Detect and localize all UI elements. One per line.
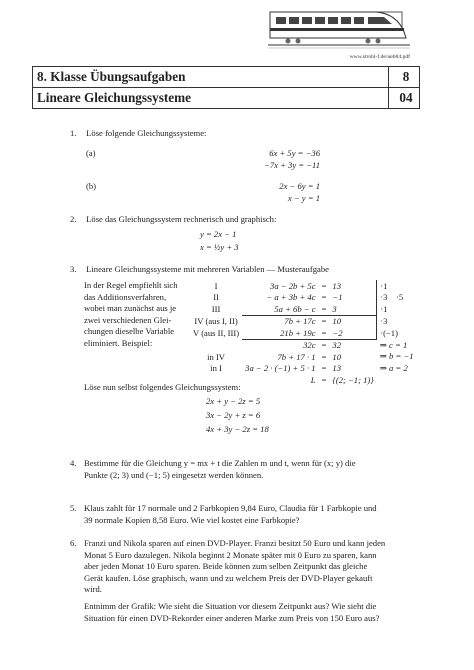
eq-row	[190, 315, 417, 327]
eq-right: 13	[332, 280, 341, 291]
task3-explanation	[84, 280, 190, 350]
eq-sign: =	[321, 340, 327, 351]
task1-b-eq1: 2x − 6y = 1	[279, 181, 320, 191]
task5-line: 39 normale Kopien 8,58 Euro. Wie viel kostet eine Farbkopie?	[84, 514, 300, 525]
eq-row	[190, 280, 417, 292]
eq-left: 7b + 17c	[284, 316, 316, 327]
task2-eq1: y = 2x − 1	[200, 229, 237, 239]
eq-sign: =	[321, 363, 327, 374]
eq-right: 10	[332, 316, 341, 327]
eq-op: ·1	[377, 280, 417, 292]
task3-subtext: Löse nun selbst folgendes Gleichungssystem:	[84, 382, 241, 392]
eq-sign: =	[321, 374, 327, 385]
task1-a-eq2: −7x + 3y = −11	[264, 160, 320, 170]
eq-left: 5a + 6b − c	[242, 303, 318, 315]
eq-row	[190, 351, 417, 363]
task3-number: 3.	[70, 264, 77, 274]
task3-system-eq: 4x + 3y − 2z = 18	[206, 424, 269, 434]
task2-text: Löse das Gleichungssystem rechnerisch und graphisch:	[86, 214, 277, 224]
task3-system-eq: 2x + y − 2z = 5	[206, 396, 261, 406]
eq-left: 21b + 19c	[242, 327, 318, 339]
task3-equation-table	[190, 280, 417, 386]
eq-label: V (aus II, III)	[193, 328, 240, 338]
task3-explanation-line: wobei man zunächst aus je	[84, 303, 177, 314]
task1-a-eq1: 6x + 5y = −36	[269, 148, 320, 158]
eq-left: 32c	[303, 340, 316, 351]
task3-explanation-line: In der Regel empfiehlt sich	[84, 280, 178, 290]
eq-label	[190, 339, 242, 351]
eq-sign: =	[321, 351, 327, 362]
eq-op: ·(−1)	[377, 327, 417, 339]
task6-line: Franzi und Nikola sparen auf einen DVD-Player. Franzi besitzt 50 Euro und kann jeden	[84, 538, 386, 548]
task3-explanation-line: das Additionsverfahren,	[84, 291, 167, 302]
header-num-1: 8	[402, 69, 410, 84]
eq-right: 3	[329, 303, 376, 315]
task1-b-eq2: x − y = 1	[287, 193, 320, 203]
task4-number: 4.	[70, 458, 77, 468]
task5	[70, 503, 377, 526]
task6-line: Gerät kaufen. Löse graphisch, wann und zu welchem Preis der DVD-Player gekauft	[84, 572, 373, 583]
header-row-2	[33, 88, 419, 108]
eq-op: ·1	[377, 303, 417, 315]
eq-row	[190, 292, 417, 304]
eq-result: ⇒ b = −1	[379, 351, 414, 362]
task4-line: Punkte (2; 3) und (−1; 5) eingesetzt werden können.	[84, 469, 264, 480]
task1-number: 1.	[70, 128, 77, 138]
eq-row	[190, 327, 417, 339]
eq-sign: =	[321, 292, 327, 303]
eq-left: 3a − 2 · (−1) + 5 · 1	[245, 363, 316, 374]
eq-left: − a + 3b + 4c	[266, 292, 316, 303]
eq-sign: =	[319, 303, 330, 315]
task2-eq2: x = ½y + 3	[200, 242, 239, 252]
task6-line: Entnimm der Grafik: Wie sieht die Situation vor diesem Zeitpunkt aus? Wie sieht die	[84, 600, 377, 611]
task2-heading	[70, 214, 276, 226]
eq-result	[377, 374, 417, 386]
eq-right: {(2; −1; 1)}	[332, 374, 374, 385]
eq-label: I	[214, 280, 218, 291]
task5-line: Klaus zahlt für 17 normale und 2 Farbkopien 9,84 Euro, Claudia für 1 Farbkopie und	[84, 503, 377, 513]
eq-label: II	[213, 292, 219, 303]
task6-line: wird.	[84, 584, 102, 595]
task4-line: Bestimme für die Gleichung y = mx + t die Zahlen m und t, wenn für (x; y) die	[84, 458, 356, 468]
eq-left: 7b + 17 · 1	[277, 351, 316, 362]
eq-left: 3a − 2b + 5c	[270, 280, 316, 291]
task3-text: Lineare Gleichungssysteme mit mehreren Variablen — Musteraufgabe	[86, 264, 329, 274]
eq-right: −1	[332, 292, 343, 303]
train-logo	[268, 8, 410, 52]
task3-explanation-line: zwei verschiedenen Glei-	[84, 314, 172, 325]
eq-right: 32	[332, 340, 341, 351]
task2-number: 2.	[70, 214, 77, 224]
task3-system-eq: 3x − 2y + z = 6	[206, 410, 261, 420]
task1-text: Löse folgende Gleichungssysteme:	[86, 128, 207, 138]
eq-row	[190, 339, 417, 351]
task6-line: Situation für einen DVD-Rekorder einer anderen Marke zum Preis von 150 Euro aus?	[84, 612, 380, 623]
task6	[70, 538, 385, 624]
task4	[70, 458, 356, 481]
eq-right: 10	[332, 351, 341, 362]
eq-row	[190, 363, 417, 375]
task6-line: Monat 5 Euro dazulegen. Nikola beginnt 2 Monate später mit 0 Euro zu sparen, kann	[84, 549, 377, 560]
eq-right: 13	[332, 363, 341, 374]
eq-row	[190, 303, 417, 315]
eq-result: ⇒ a = 2	[379, 362, 408, 373]
eq-left: L	[310, 374, 316, 385]
task3-explanation-line: eliminiert. Beispiel:	[84, 337, 153, 348]
task3-heading	[70, 264, 329, 276]
task1-b-label: (b)	[86, 181, 97, 191]
eq-label: IV (aus I, II)	[194, 316, 238, 326]
task5-number: 5.	[70, 503, 77, 513]
task1-a-label: (a)	[86, 148, 96, 158]
eq-result: ⇒ c = 1	[379, 339, 408, 350]
eq-sign: =	[321, 316, 327, 327]
task3-explanation-line: chungen dieselbe Variable	[84, 326, 175, 337]
header-box	[32, 66, 420, 109]
task1-heading	[70, 128, 206, 140]
eq-label: III	[211, 304, 221, 314]
header-row-1	[33, 67, 419, 88]
task6-number: 6.	[70, 538, 77, 548]
header-title-2: Lineare Gleichungssysteme	[33, 88, 389, 108]
header-title-1: 8. Klasse Übungsaufgaben	[33, 67, 389, 87]
eq-label: in IV	[207, 351, 226, 362]
eq-right: −2	[329, 327, 376, 339]
source-url: www.strobl-f.de/ueb84.pdf	[349, 54, 410, 60]
eq-label: in I	[210, 363, 222, 374]
eq-sign: =	[319, 327, 330, 339]
eq-op: ·3	[377, 315, 417, 327]
eq-op: ·3 ·5	[377, 292, 417, 304]
task6-line: aber jeden Monat 10 Euro sparen. Beide können zum selben Zeitpunkt das gleiche	[84, 561, 368, 572]
eq-sign: =	[321, 280, 327, 291]
header-num-2: 04	[399, 90, 413, 105]
